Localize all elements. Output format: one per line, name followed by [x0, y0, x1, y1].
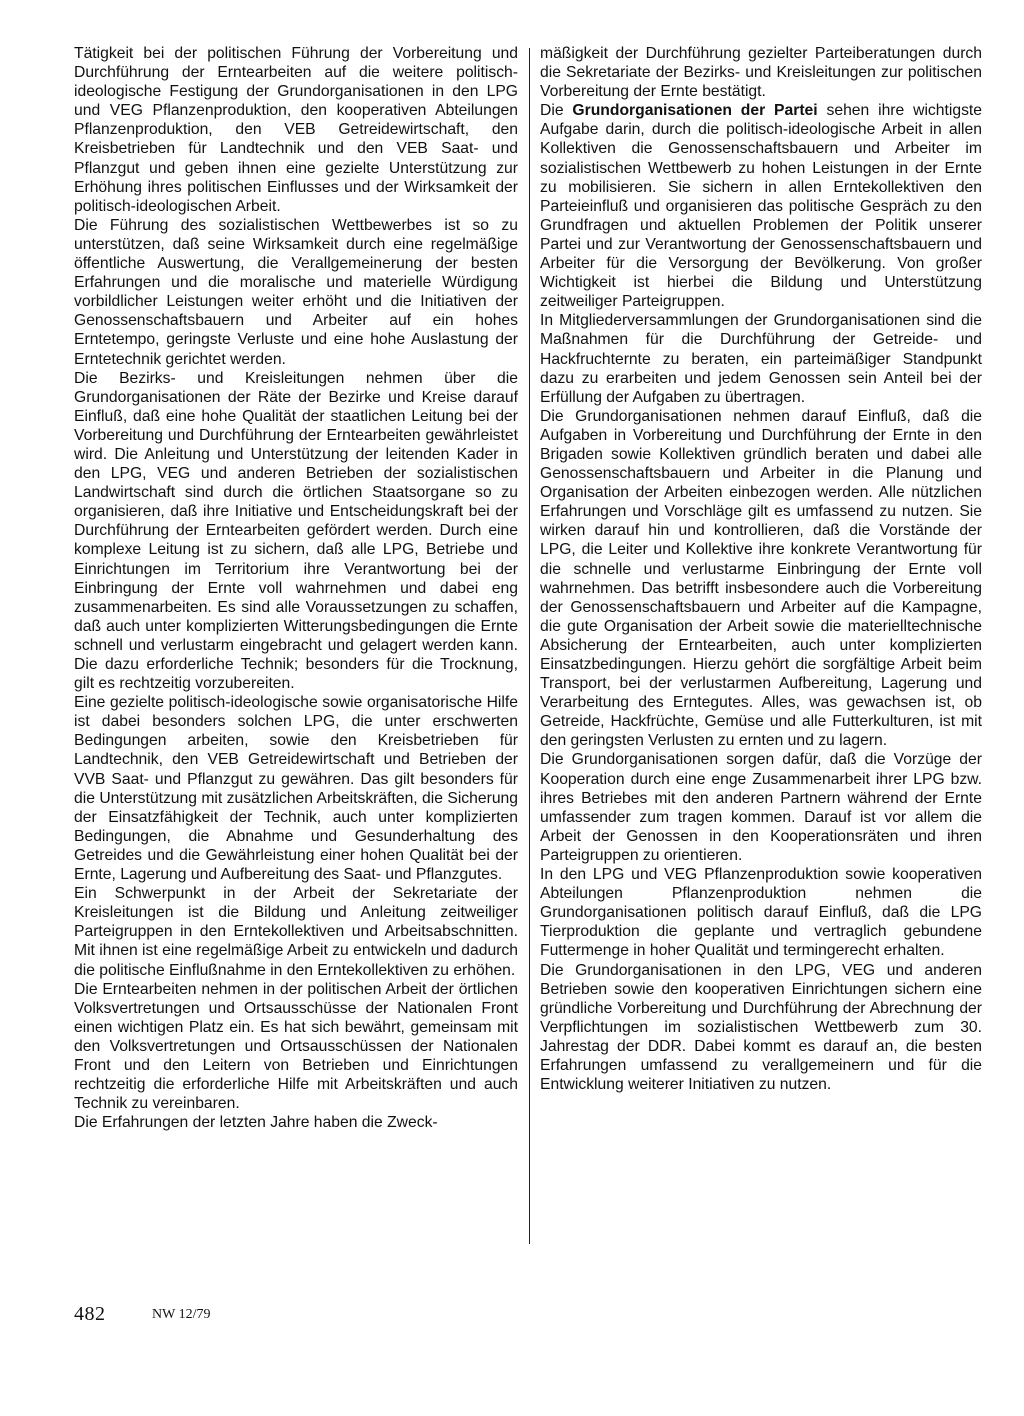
left-paragraph-1: Tätigkeit bei der politischen Führung der Vorbereitung und Durchführung der Erntearbeiten auf die weitere politisch-ideologische Festigung der Grundorganisationen in den LPG und VEG Pflanzenproduktion, den kooperativen Abteilungen Pflanzenproduktion, den VEB Getreidewirtschaft, den Kreisbetrieben für Landtechnik und den VEB Saat- und Pflanzgut und geben ihnen eine gezielte Unterstützung zur Erhöhung ihres politischen Einflusses und der Wirksamkeit der politisch-ideologischen Arbeit.: [74, 45, 518, 215]
right-paragraph-2-lead: Die: [540, 102, 573, 120]
journal-reference: NW 12/79: [152, 1307, 211, 1322]
bold-term-grundorganisationen: Grundorganisationen der Partei: [572, 102, 818, 120]
right-paragraph-1: mäßigkeit der Durchführung gezielter Parteiberatungen durch die Sekretariate der Bezirks- und Kreisleitungen zur politischen Vorbereitung der Ernte bestätigt.: [540, 45, 982, 101]
left-paragraph-4: Eine gezielte politisch-ideologische sowie organisatorische Hilfe ist dabei besonders solchen LPG, die unter erschwerten Bedingungen arbeiten, sowie den Kreisbetrieben für Landtechnik, den VEB Getreidewirtschaft und Betrieben der VVB Saat- und Pflanzgut zu gewähren. Das gilt besonders für die Unterstützung mit zusätzlichen Arbeitskräften, die Sicherung der Einsatzfähigkeit der Technik, auch unter komplizierten Bedingungen, die Abnahme und Gesunderhaltung des Getreides und die Gewährleistung einer hohen Qualität bei der Ernte, Lagerung und Aufbereitung des Saat- und Pflanzgutes.: [74, 694, 518, 884]
left-paragraph-2: Die Führung des sozialistischen Wettbewerbes ist so zu unterstützen, daß seine Wirksamkeit durch eine regelmäßige öffentliche Auswertung, die Verallgemeinerung der besten Erfahrungen und die moralische und materielle Würdigung vorbildlicher Leistungen weiter erhöht und die Initiativen der Genossenschaftsbauern und Arbeiter auf ein hohes Erntetempo, geringste Verluste und eine hohe Auslastung der Erntetechnik gerichtet werden.: [74, 216, 518, 368]
page-number: 482: [74, 1303, 106, 1325]
right-paragraph-4: Die Grundorganisationen nehmen darauf Einfluß, daß die Aufgaben in Vorbereitung und Durchführung der Ernte in den Brigaden sowie Kollektiven gründlich beraten und dabei alle Genossenschaftsbauern und Arbeiter in die Planung und Organisation der Arbeiten einbezogen werden. Alle nützlichen Erfahrungen und Vorschläge gilt es umfassend zu nutzen. Sie wirken darauf hin und kontrollieren, daß die Vorstände der LPG, die Leiter und Kollektive ihre konkrete Verantwortung für die schnelle und verlustarme Einbringung der Ernte voll wahrnehmen. Das betrifft insbesondere auch die Vorbereitung der Genossenschaftsbauern und Arbeiter auf die Kampagne, die gute Organisation der Arbeit sowie die materielltechnische Absicherung der Erntearbeiten, auch unter komplizierten Einsatzbedingungen. Hierzu gehört die sorgfältige Arbeit beim Transport, bei der verlustarmen Aufbereitung, Lagerung und Verarbeitung des Erntegutes. Alles, was gewachsen ist, ob Getreide, Hackfrüchte, Gemüse und alle Futterkulturen, ist mit den geringsten Verlusten zu ernten und zu lagern.: [540, 407, 982, 750]
left-paragraph-5: Ein Schwerpunkt in der Arbeit der Sekretariate der Kreisleitungen ist die Bildung und Anleitung zeitweiliger Parteigruppen in den Erntekollektiven und Arbeitsabschnitten. Mit ihnen ist eine regelmäßige Arbeit zu entwickeln und dadurch die politische Einflußnahme in den Erntekollektiven zu erhöhen.: [74, 885, 518, 979]
left-paragraph-3: Die Bezirks- und Kreisleitungen nehmen über die Grundorganisationen der Räte der Bezirke und Kreise darauf Einfluß, daß eine hohe Qualität der staatlichen Leitung bei der Vorbereitung und Durchführung der Erntearbeiten gewährleistet wird. Die Anleitung und Unterstützung der leitenden Kader in den LPG, VEG und anderen Betrieben der sozialistischen Landwirtschaft sind durch die örtlichen Staatsorgane so zu organisieren, daß ihre Initiative und Entscheidungskraft bei der Durchführung der Erntearbeiten gefördert werden. Durch eine komplexe Leitung ist zu sichern, daß alle LPG, Betriebe und Einrichtungen im Territorium ihre Verantwortung bei der Einbringung der Ernte voll wahrnehmen und dabei eng zusammenarbeiten. Es sind alle Voraussetzungen zu schaffen, daß auch unter komplizierten Witterungsbedingungen die Ernte schnell und verlustarm eingebracht und gelagert werden kann. Die dazu erforderliche Technik; besonders für die Trocknung, gilt es rechtzeitig vorzubereiten.: [74, 369, 518, 693]
left-column: [74, 44, 518, 1132]
right-paragraph-3: In Mitgliederversammlungen der Grundorganisationen sind die Maßnahmen für die Durchführung der Getreide- und Hackfruchternte zu beraten, ein parteimäßiger Standpunkt dazu zu erarbeiten und jedem Genossen sein Anteil bei der Erfüllung der Aufgaben zu übertragen.: [540, 312, 982, 406]
page-footer: [74, 1303, 211, 1326]
left-paragraph-6: Die Erntearbeiten nehmen in der politischen Arbeit der örtlichen Volksvertretungen und Ortsausschüsse der Nationalen Front einen wichtigen Platz ein. Es hat sich bewährt, gemeinsam mit den Volksvertretungen und Ortsausschüssen der Nationalen Front und den Leitern von Betrieben und Einrichtungen rechtzeitig die erforderliche Hilfe mit Arbeitskräften und auch Technik zu vereinbaren.: [74, 980, 518, 1113]
right-column: [540, 44, 982, 1094]
right-paragraph-2-rest: sehen ihre wichtigste Aufgabe darin, durch die politisch-ideologische Arbeit in allen Kollektiven die Genossenschaftsbauern und Arbeiter im sozialistischen Wettbewerb zu hohen Leistungen in der Ernte zu mobilisieren. Sie sichern in allen Erntekollektiven den Parteieinfluß und organisieren das politische Gespräch zu den Grundfragen und aktuellen Problemen der Politik unserer Partei und zur Verantwortung der Genossenschaftsbauern und Arbeiter für die Versorgung der Bevölkerung. Von großer Wichtigkeit ist hierbei die Bildung und Unterstützung zeitweiliger Parteigruppen.: [540, 102, 982, 311]
right-paragraph-7: Die Grundorganisationen in den LPG, VEG und anderen Betrieben sowie den kooperativen Einrichtungen sichern eine gründliche Vorbereitung und Durchführung der Abrechnung der Verpflichtungen im sozialistischen Wettbewerb zum 30. Jahrestag der DDR. Dabei kommt es darauf an, die besten Erfahrungen umfassend zu verallgemeinern und für die Entwicklung weiterer Initiativen zu nutzen.: [540, 961, 982, 1094]
right-paragraph-5: Die Grundorganisationen sorgen dafür, daß die Vorzüge der Kooperation durch eine enge Zusammenarbeit ihrer LPG bzw. ihres Betriebes mit den anderen Partnern während der Ernte umfassender zum tragen kommen. Darauf ist vor allem die Arbeit der Genossen in den Kooperationsräten und ihren Parteigruppen zu orientieren.: [540, 751, 982, 864]
column-divider: [529, 48, 530, 1244]
right-paragraph-6: In den LPG und VEG Pflanzenproduktion sowie kooperativen Abteilungen Pflanzenproduktion nehmen die Grundorganisationen politisch darauf Einfluß, daß die LPG Tierproduktion die geplante und vertraglich gebundene Futtermenge in hoher Qualität und termingerecht erhalten.: [540, 866, 982, 960]
right-paragraph-2: [540, 101, 982, 311]
left-paragraph-7: Die Erfahrungen der letzten Jahre haben die Zweck-: [74, 1114, 438, 1132]
